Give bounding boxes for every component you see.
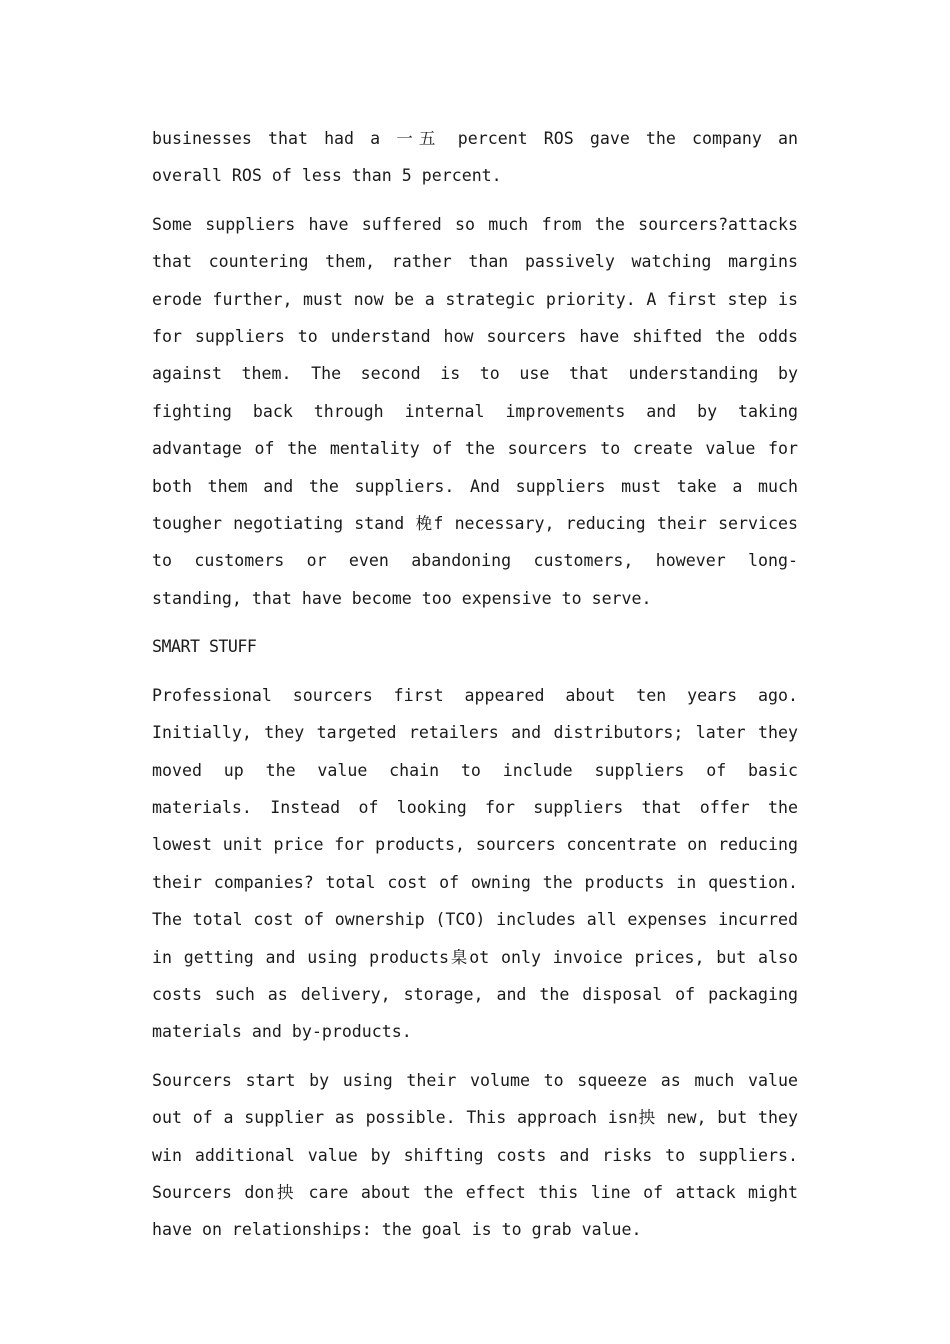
paragraph-supplier-strategy: Some suppliers have suffered so much from the sourcers?attacks that countering them, rather than passively watching margins erode further, must now be a strategic priority. A first step is for suppliers to understand how sourcers have shifted the odds against them. The second is to use that understanding by fighting back through internal improvements and by taking advantage of the mentality of the sourcers to create value for both them and the suppliers. And suppliers must take a much tougher negotiating stand 梚f necessary, reducing their services to customers or even abandoning customers, however long-standing, that have become too expensive to serve. [152, 214, 798, 608]
section-heading: SMART STUFF [152, 637, 257, 657]
document-page [152, 120, 798, 1260]
paragraph-ros-summary: businesses that had a 一五 percent ROS gave the company an overall ROS of less than 5 percent. [152, 129, 798, 186]
paragraph-professional-sourcers: Professional sourcers first appeared about ten years ago. Initially, they targeted retailers and distributors; later they moved up the value chain to include suppliers of basic materials. Instead of looking for suppliers that offer the lowest unit price for products, sourcers concentrate on reducing their companies? total cost of owning the products in question. The total cost of ownership (TCO) includes all expenses incurred in getting and using products臬ot only invoice prices, but also costs such as delivery, storage, and the disposal of packaging materials and by-products. [152, 685, 798, 1042]
paragraph-sourcer-tactics: Sourcers start by using their volume to squeeze as much value out of a supplier as possible. This approach isn抰 new, but they win additional value by shifting costs and risks to suppliers. Sourcers don抰 care about the effect this line of attack might have on relationships: the goal is to grab value. [152, 1070, 798, 1240]
